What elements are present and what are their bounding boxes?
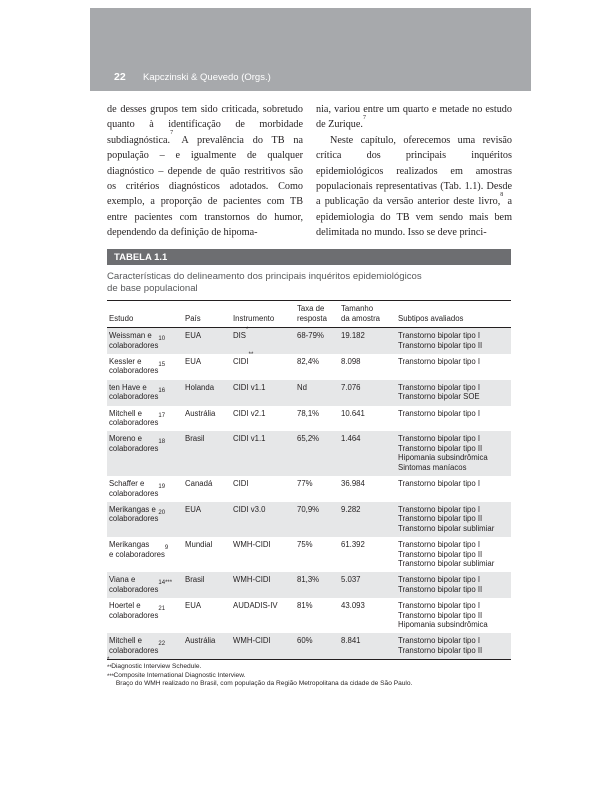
cell-taxa: 60%	[295, 633, 339, 659]
cell-instrumento: WMH-CIDI	[231, 633, 295, 659]
subtipo-line: Transtorno bipolar tipo I	[398, 636, 481, 646]
subtipo-line: Transtorno bipolar tipo I	[398, 408, 481, 418]
paragraph: nia, variou entre um quarto e metade no estudo de Zurique.$^7$	[316, 104, 512, 131]
cell-pais: EUA	[183, 502, 231, 537]
cell-pais: Holanda	[183, 380, 231, 406]
table-row	[107, 633, 511, 659]
table-row	[107, 406, 511, 432]
subtipo-line: Transtorno bipolar tipo I	[398, 504, 481, 514]
subtipo-line: Transtorno bipolar tipo II	[398, 443, 483, 453]
cell-subtipos	[396, 537, 511, 572]
cell-instrumento: CIDI v1.1	[231, 431, 295, 476]
cell-pais: EUA	[185, 357, 202, 367]
table-1-1	[107, 249, 511, 688]
cell-tamanho: 36.984	[341, 479, 365, 489]
cell-pais: Brasil	[183, 431, 231, 476]
cell-pais: EUA	[183, 328, 231, 354]
cell-taxa: 75%	[297, 540, 313, 550]
cell-subtipos	[396, 502, 511, 537]
cell-taxa: 78,1%	[297, 408, 320, 418]
cell-instrumento: AUDADIS-IV	[233, 601, 278, 611]
cell-taxa: 82,4%	[297, 357, 320, 367]
table-row	[107, 537, 511, 572]
subtipo-line: Transtorno bipolar tipo I	[398, 601, 481, 611]
table-caption: Características do delineamento dos principais inquéritos epidemiológicos de base populacional	[107, 271, 422, 295]
table-row	[107, 328, 511, 354]
cell-instrumento: DIS*	[231, 328, 295, 354]
subtipo-line: Transtorno bipolar SOE	[398, 392, 480, 402]
cell-estudo: Weissman e colaboradores$^{10}$	[107, 328, 183, 354]
subtipo-line: Transtorno bipolar tipo I	[398, 575, 481, 585]
cell-subtipos	[396, 572, 511, 598]
table-row	[107, 572, 511, 598]
subtipo-line: Transtorno bipolar tipo I	[398, 357, 481, 367]
table-row	[107, 502, 511, 537]
cell-estudo: Kessler e colaboradores$^{15}$	[109, 357, 166, 376]
subtipo-line: Sintomas maníacos	[398, 462, 467, 472]
cell-subtipos	[396, 380, 511, 406]
cell-tamanho: 1.464	[339, 431, 396, 476]
subtipo-line: Transtorno bipolar tipo II	[398, 645, 483, 655]
header-instrumento: Instrumento	[231, 301, 295, 327]
cell-tamanho: 61.392	[341, 540, 365, 550]
cell-taxa: 70,9%	[295, 502, 339, 537]
cell-instrumento: CIDI	[233, 479, 249, 489]
cell-estudo: Schaffer e colaboradores$^{19}$	[109, 479, 166, 498]
cell-instrumento: CIDI v2.1	[233, 408, 266, 418]
cell-pais: EUA	[185, 601, 202, 611]
cell-subtipos	[396, 406, 511, 432]
cell-pais: Austrália	[183, 633, 231, 659]
cell-taxa: 68-79%	[295, 328, 339, 354]
subtipo-line: Transtorno bipolar tipo I	[398, 331, 481, 341]
table-row	[107, 354, 511, 380]
subtipo-line: Transtorno bipolar tipo II	[398, 584, 483, 594]
subtipo-line: Transtorno bipolar tipo I	[398, 479, 481, 489]
header-pais: País	[183, 301, 231, 327]
header-tamanho: Tamanho da amostra	[339, 301, 396, 327]
subtipo-line: Transtorno bipolar tipo II	[398, 340, 483, 350]
cell-taxa: 65,2%	[295, 431, 339, 476]
cell-instrumento: CIDI**	[233, 352, 254, 367]
cell-pais: Canadá	[185, 479, 213, 489]
subtipo-line: Transtorno bipolar tipo I	[398, 540, 481, 550]
data-table	[107, 301, 511, 659]
table-header-row	[107, 301, 511, 327]
cell-tamanho: 8.841	[339, 633, 396, 659]
cell-instrumento: CIDI v3.0	[231, 502, 295, 537]
header-taxa: Taxa de resposta	[295, 301, 339, 327]
header-subtipos: Subtipos avaliados	[396, 301, 511, 327]
cell-instrumento: CIDI v1.1	[231, 380, 295, 406]
subtipo-line: Transtorno bipolar tipo I	[398, 434, 481, 444]
cell-instrumento: WMH-CIDI	[231, 572, 295, 598]
cell-tamanho: 43.093	[341, 601, 365, 611]
footnote: *** Braço do WMH realizado no Brasil, com população da Região Metropolitana da cidade de São Paulo.	[107, 673, 413, 687]
cell-subtipos	[396, 476, 511, 502]
running-head: Kapczinski & Quevedo (Orgs.)	[143, 72, 271, 83]
body-left-column	[107, 102, 303, 241]
cell-pais: Mundial	[185, 540, 213, 550]
table-row	[107, 598, 511, 633]
page-number: 22	[114, 71, 126, 83]
cell-tamanho: 5.037	[339, 572, 396, 598]
cell-subtipos	[396, 328, 511, 354]
cell-tamanho: 19.182	[339, 328, 396, 354]
body-right-column	[316, 102, 512, 241]
header-estudo: Estudo	[107, 301, 183, 327]
table-footnotes	[107, 657, 511, 688]
paragraph: de desses grupos tem sido criticada, sobretudo quanto à identificação de morbidade subdiagnóstica.$^7$ A prevalência do TB na população – e igualmente de qualquer diagnóstico – depende de quão restritivos são os critérios diagnósticos adotados. Como exemplo, a proporção de pacientes com TB entre pacientes com transtornos do humor, dependendo da definição de hipoma-	[107, 104, 303, 239]
table-row	[107, 476, 511, 502]
cell-tamanho: 7.076	[339, 380, 396, 406]
table-row	[107, 380, 511, 406]
cell-estudo: Hoertel e colaboradores$^{21}$	[109, 601, 166, 620]
cell-instrumento: WMH-CIDI	[233, 540, 271, 550]
cell-estudo: Mitchell e colaboradores$^{17}$	[109, 408, 166, 428]
cell-subtipos	[396, 354, 511, 380]
subtipo-line: Transtorno bipolar sublimiar	[398, 558, 495, 568]
cell-subtipos	[396, 431, 511, 476]
subtipo-line: Transtorno bipolar sublimiar	[398, 523, 495, 533]
cell-subtipos	[396, 598, 511, 633]
cell-pais: Austrália	[185, 408, 216, 418]
table-row	[107, 431, 511, 476]
footnote: * Diagnostic Interview Schedule.	[107, 657, 202, 671]
subtipo-line: Transtorno bipolar tipo II	[398, 610, 483, 620]
cell-taxa: 77%	[297, 479, 313, 489]
cell-estudo: Mitchell e colaboradores$^{22}$	[107, 633, 183, 659]
footnote: ** Composite International Diagnostic Interview.	[107, 665, 246, 679]
cell-taxa: Nd	[295, 380, 339, 406]
subtipo-line: Hipomania subsindrômica	[398, 453, 488, 463]
cell-estudo: ten Have e colaboradores$^{16}$	[107, 380, 183, 406]
subtipo-line: Transtorno bipolar tipo I	[398, 382, 481, 392]
cell-subtipos	[396, 633, 511, 659]
subtipo-line: Transtorno bipolar tipo II	[398, 549, 483, 559]
cell-estudo: Moreno e colaboradores$^{18}$	[107, 431, 183, 476]
cell-taxa: 81,3%	[295, 572, 339, 598]
paragraph: Neste capítulo, oferecemos uma revisão crítica dos principais inquéritos epidemiológicos realizados em amostras populacionais representativas (Tab. 1.1). Desde a publicação da versão anterior deste livro,$^8$ a epidemiologia do TB vem sendo mais bem delimitada no mundo. Isso se deve princi-	[316, 134, 512, 239]
table-bottom-rule	[107, 659, 511, 660]
cell-tamanho: 8.098	[341, 357, 361, 367]
cell-pais: Brasil	[183, 572, 231, 598]
subtipo-line: Transtorno bipolar tipo II	[398, 514, 483, 524]
cell-estudo: Merikangas e colaboradores$^{20}$	[107, 502, 183, 537]
cell-tamanho: 10.641	[341, 408, 365, 418]
cell-estudo: Viana e colaboradores$^{14***}$	[107, 572, 183, 598]
table-label: TABELA 1.1	[107, 249, 511, 265]
cell-estudo: Merikangas e colaboradores$^9$	[109, 540, 169, 559]
subtipo-line: Hipomania subsindrômica	[398, 619, 488, 629]
cell-taxa: 81%	[297, 601, 313, 611]
cell-tamanho: 9.282	[339, 502, 396, 537]
